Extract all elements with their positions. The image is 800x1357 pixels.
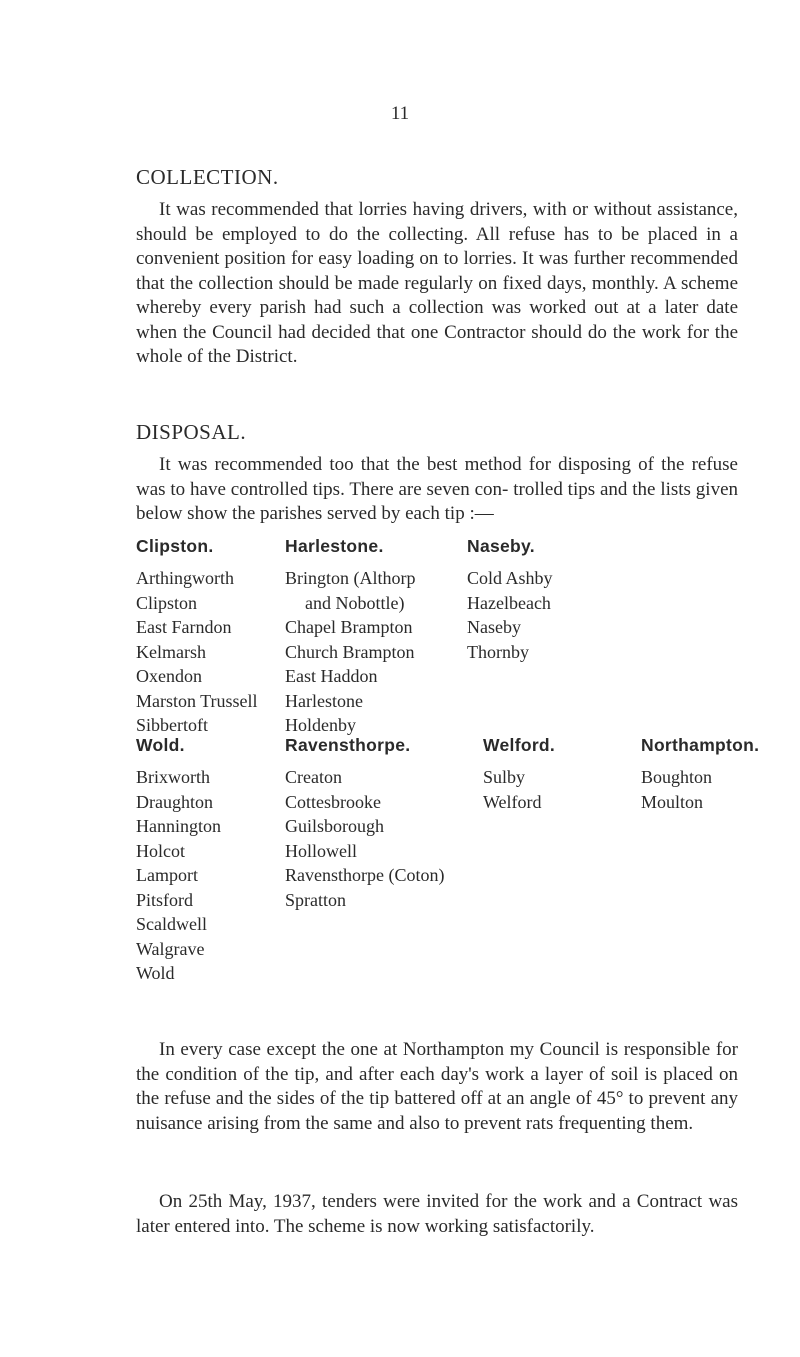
tip-heading: Wold.: [136, 735, 185, 755]
parish-item: Harlestone: [285, 690, 363, 711]
collection-paragraph: It was recommended that lorries having drivers, with or without assistance, should be employed to do the collecting. All refuse has to be placed in a convenient position for easy loading on to lorries. It was further recommended that the collection should be made regularly on fixed days, monthly. A scheme whereby every parish had such a collection was worked out at a later date when the Council had decided that one Contractor should do the work for the whole of the District.: [136, 199, 738, 367]
parish-item: Hannington: [136, 816, 221, 836]
disposal-heading: DISPOSAL.: [136, 420, 247, 444]
parish-item: Naseby: [467, 617, 521, 637]
parish-item: Wold: [136, 963, 175, 983]
closing-paragraph-1: In every case except the one at Northampton my Council is responsible for the condition of the tip, and after each day's work a layer of soil is placed on the refuse and the sides of the tip battered off at an angle of 45° to prevent any nuisance arising from the same and also to prevent rats frequenting them.: [136, 1039, 738, 1134]
tip-heading: Northampton.: [641, 735, 760, 755]
parish-item: Sulby: [483, 767, 526, 787]
parish-item: Cottesbrooke: [285, 791, 381, 812]
tip-column-clipston: [136, 534, 258, 738]
tip-column-ravensthorpe: [285, 733, 444, 912]
parish-item: Holcot: [136, 840, 185, 861]
parish-item: Creaton: [285, 767, 342, 787]
tip-column-wold: [136, 733, 221, 986]
parish-item: Brixworth: [136, 767, 210, 787]
collection-heading: COLLECTION.: [136, 165, 279, 189]
tip-column-northampton: [641, 733, 759, 814]
parish-item: Clipston: [136, 592, 198, 613]
tip-heading: Harlestone.: [285, 536, 384, 556]
parish-item: Draughton: [136, 791, 213, 812]
parish-item: Holdenby: [285, 715, 356, 735]
parish-item: Chapel Brampton: [285, 617, 413, 637]
tip-heading: Welford.: [483, 735, 556, 755]
parish-item: Boughton: [641, 767, 713, 787]
parish-item: East Haddon: [285, 666, 378, 686]
parish-item: Church Brampton: [285, 641, 415, 662]
parish-item: East Farndon: [136, 617, 232, 637]
parish-item: Walgrave: [136, 938, 205, 959]
parish-item: Cold Ashby: [467, 568, 553, 588]
tip-column-welford: [483, 733, 555, 814]
parish-item: Hollowell: [285, 840, 357, 861]
parish-item: Oxendon: [136, 666, 202, 686]
tip-heading: Ravensthorpe.: [285, 735, 411, 755]
tip-heading: Naseby.: [467, 536, 535, 556]
tip-heading: Clipston.: [136, 536, 214, 556]
parish-item: Hazelbeach: [467, 592, 551, 613]
parish-item: Arthingworth: [136, 568, 234, 588]
parish-item: Guilsborough: [285, 816, 384, 836]
parish-item: Kelmarsh: [136, 641, 206, 662]
parish-item: Ravensthorpe (Coton): [285, 865, 445, 885]
parish-item: Moulton: [641, 791, 704, 812]
parish-item: Scaldwell: [136, 914, 207, 934]
parish-item: Pitsford: [136, 889, 194, 910]
page-number: 11: [390, 103, 410, 124]
parish-item: Spratton: [285, 889, 346, 910]
closing-paragraph-2: On 25th May, 1937, tenders were invited for the work and a Contract was later entered into. The scheme is now working satisfactorily.: [136, 1191, 738, 1237]
parish-item: Thornby: [467, 641, 529, 662]
parish-item: Marston Trussell: [136, 690, 258, 711]
parish-item: Sibbertoft: [136, 715, 208, 735]
tip-column-naseby: [467, 534, 553, 664]
tip-column-harlestone: [285, 534, 416, 738]
parish-item: Welford: [483, 791, 542, 812]
parish-item: and Nobottle): [305, 592, 405, 613]
parish-item: Brington (Althorp: [285, 568, 416, 588]
parish-item: Lamport: [136, 865, 198, 885]
disposal-paragraph: It was recommended too that the best method for disposing of the refuse was to have controlled tips. There are seven con- trolled tips and the lists given below show the parishes served by each tip :—: [136, 454, 738, 524]
